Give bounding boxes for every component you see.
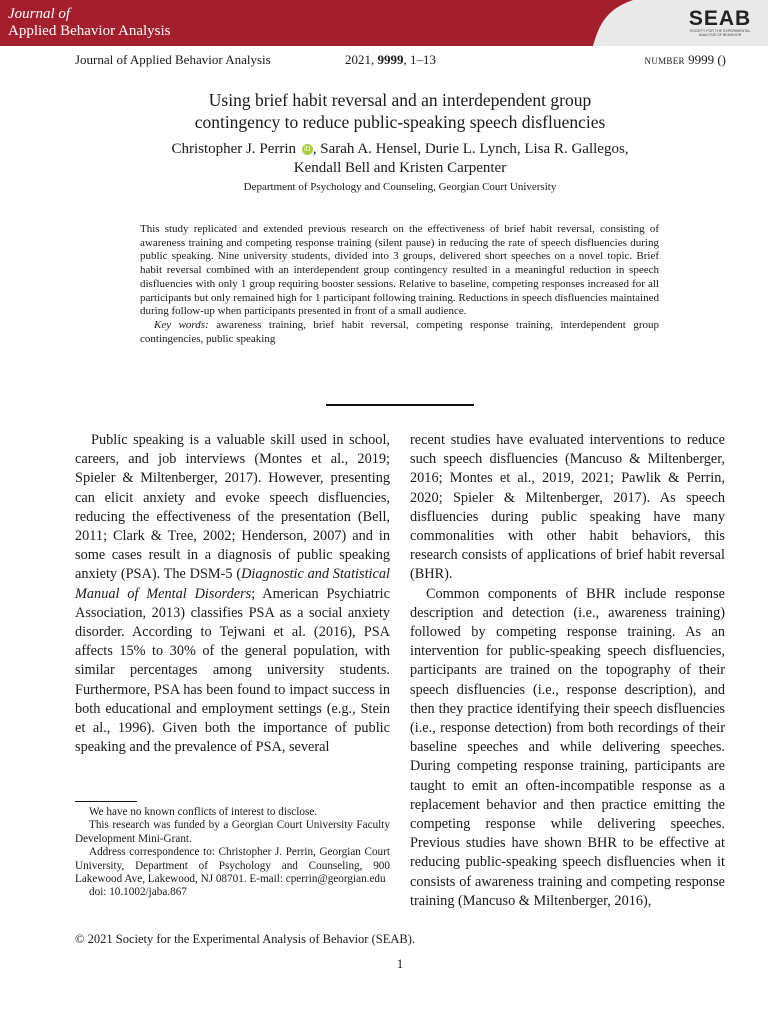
body-column-right — [410, 431, 725, 911]
coauthors-line1: , Sarah A. Hensel, Durie L. Lynch, Lisa R. Gallegos, — [312, 141, 629, 157]
first-author: Christopher J. Perrin — [171, 141, 297, 157]
body-paragraph — [75, 431, 390, 757]
article-title-line1: Using brief habit reversal and an interdependent group — [208, 90, 592, 110]
running-head-journal: Journal of Applied Behavior Analysis — [75, 52, 271, 67]
running-head-number-label: number — [644, 52, 685, 67]
running-head-citation — [345, 52, 436, 68]
affiliation: Department of Psychology and Counseling, Georgian Court University — [243, 181, 557, 193]
orcid-icon[interactable]: iD — [302, 144, 313, 155]
seab-logo-subtitle-1: SOCIETY FOR THE EXPERIMENTAL — [689, 29, 751, 33]
footnotes — [75, 806, 390, 900]
running-head-year: 2021, — [345, 52, 378, 67]
copyright-notice: © 2021 Society for the Experimental Analysis of Behavior (SEAB). — [75, 932, 415, 946]
journal-banner — [0, 0, 768, 46]
running-head-pages: , 1–13 — [403, 52, 436, 67]
page-number: 1 — [396, 956, 404, 971]
author-line-1 — [40, 140, 760, 159]
footnote-funding: This research was funded by a Georgian Court University Faculty Development Mini-Grant. — [75, 819, 390, 845]
section-divider — [326, 404, 474, 406]
article-title — [40, 89, 760, 133]
body-text-italic: Diagnostic and Statistical Manual of Mental Disorders — [75, 566, 390, 602]
abstract-text: This study replicated and extended previous research on the effectiveness of brief habit reversal, consisting of awareness training and competing response training (silent pause) in reducing the rate of speech disfluencies during public speaking. Nine university students, divided into 3 groups, delivered short speeches on a novel topic. Brief habit reversal combined with an interdependent group contingency resulted in a meaningful reduction in speech disfluencies with only 1 group requiring booster sessions. Relative to baseline, competing responses increased for all participants but only remained high for 1 participant following training. Reductions in speech disfluencies maintained during follow-up when participants presented in front of a small audience. — [140, 223, 659, 318]
footnote-conflicts: We have no known conflicts of interest to disclose. — [89, 806, 318, 818]
seab-logo-subtitle-2: ANALYSIS OF BEHAVIOR — [698, 33, 742, 37]
body-text: Public speaking is a valuable skill used in school, careers, and job interviews (Montes et al., 2019; Spieler & Miltenberger, 2017). However, presenting can elicit anxiety and evoke speech disfluencies, reducing the effectiveness of the presentation (Bell, 2011; Clark & Tree, 2002; Henderson, 2007) and in some cases result in a diagnosis of public speaking anxiety (PSA). The DSM-5 ( — [75, 432, 390, 583]
key-words-label: Key words: — [154, 318, 209, 331]
footnote-divider — [75, 801, 137, 802]
running-head-number-value: 9999 () — [684, 52, 726, 67]
running-head-volume: 9999 — [377, 52, 404, 67]
journal-logo — [8, 6, 170, 40]
seab-logo — [684, 9, 756, 37]
journal-logo-line1: Journal of — [8, 6, 71, 22]
key-words — [140, 319, 659, 346]
body-paragraph: Common components of BHR include response description and detection (i.e., awareness training) followed by competing response training. As an intervention for public-speaking speech disfluencies, participants are trained on the topography of their speech disfluencies (i.e., response description), and then they practice identifying their speech disfluencies (i.e., response detection) from both recordings of their baseline speeches and while delivering speeches. During competing response training, participants are taught to emit an often-incompatible response as a replacement behavior and then practice emitting the competing response while delivering speeches. Previous studies have shown BHR to be effective at reducing public-speaking speech disfluencies when it consists of awareness training and competing response training (Mancuso & Miltenberger, 2016), — [410, 585, 725, 909]
key-words-list: awareness training, brief habit reversal, competing response training, interdependent group contingencies, public speaking — [140, 318, 659, 345]
body-column-left — [75, 431, 390, 757]
seab-logo-wordmark: SEAB — [688, 7, 752, 30]
author-line-2: Kendall Bell and Kristen Carpenter — [293, 160, 507, 176]
footnote-correspondence: Address correspondence to: Christopher J. Perrin, Georgian Court University, Department of Psychology and Counseling, 900 Lakewood Ave, Lakewood, NJ 08701. E-mail: cperrin@georgian.edu — [75, 846, 390, 886]
body-text: ; American Psychiatric Association, 2013) classifies PSA as a social anxiety disorder. According to Tejwani et al. (2016), PSA affects 15% to 30% of the general population, with similar percentages among university students. Furthermore, PSA has been found to impact success in both educational and employment settings (e.g., Stein et al., 1996). Given both the importance of public speaking and the prevalence of PSA, several — [75, 585, 390, 756]
footnote-doi[interactable]: doi: 10.1002/jaba.867 — [89, 886, 187, 899]
article-title-line2: contingency to reduce public-speaking speech disfluencies — [194, 112, 606, 132]
body-paragraph: recent studies have evaluated interventions to reduce such speech disfluencies (Mancuso & Miltenberger, 2016; Montes et al., 2019, 2021; Pawlik & Perrin, 2020; Spieler & Miltenberger, 2017). As speech disfluencies during public speaking have many commonalities with other habit behaviors, this research consists of applications of brief habit reversal (BHR). — [410, 432, 725, 583]
journal-logo-line2: Applied Behavior Analysis — [8, 23, 171, 39]
running-head-number — [645, 52, 726, 68]
author-list — [40, 140, 760, 178]
abstract — [140, 223, 659, 346]
